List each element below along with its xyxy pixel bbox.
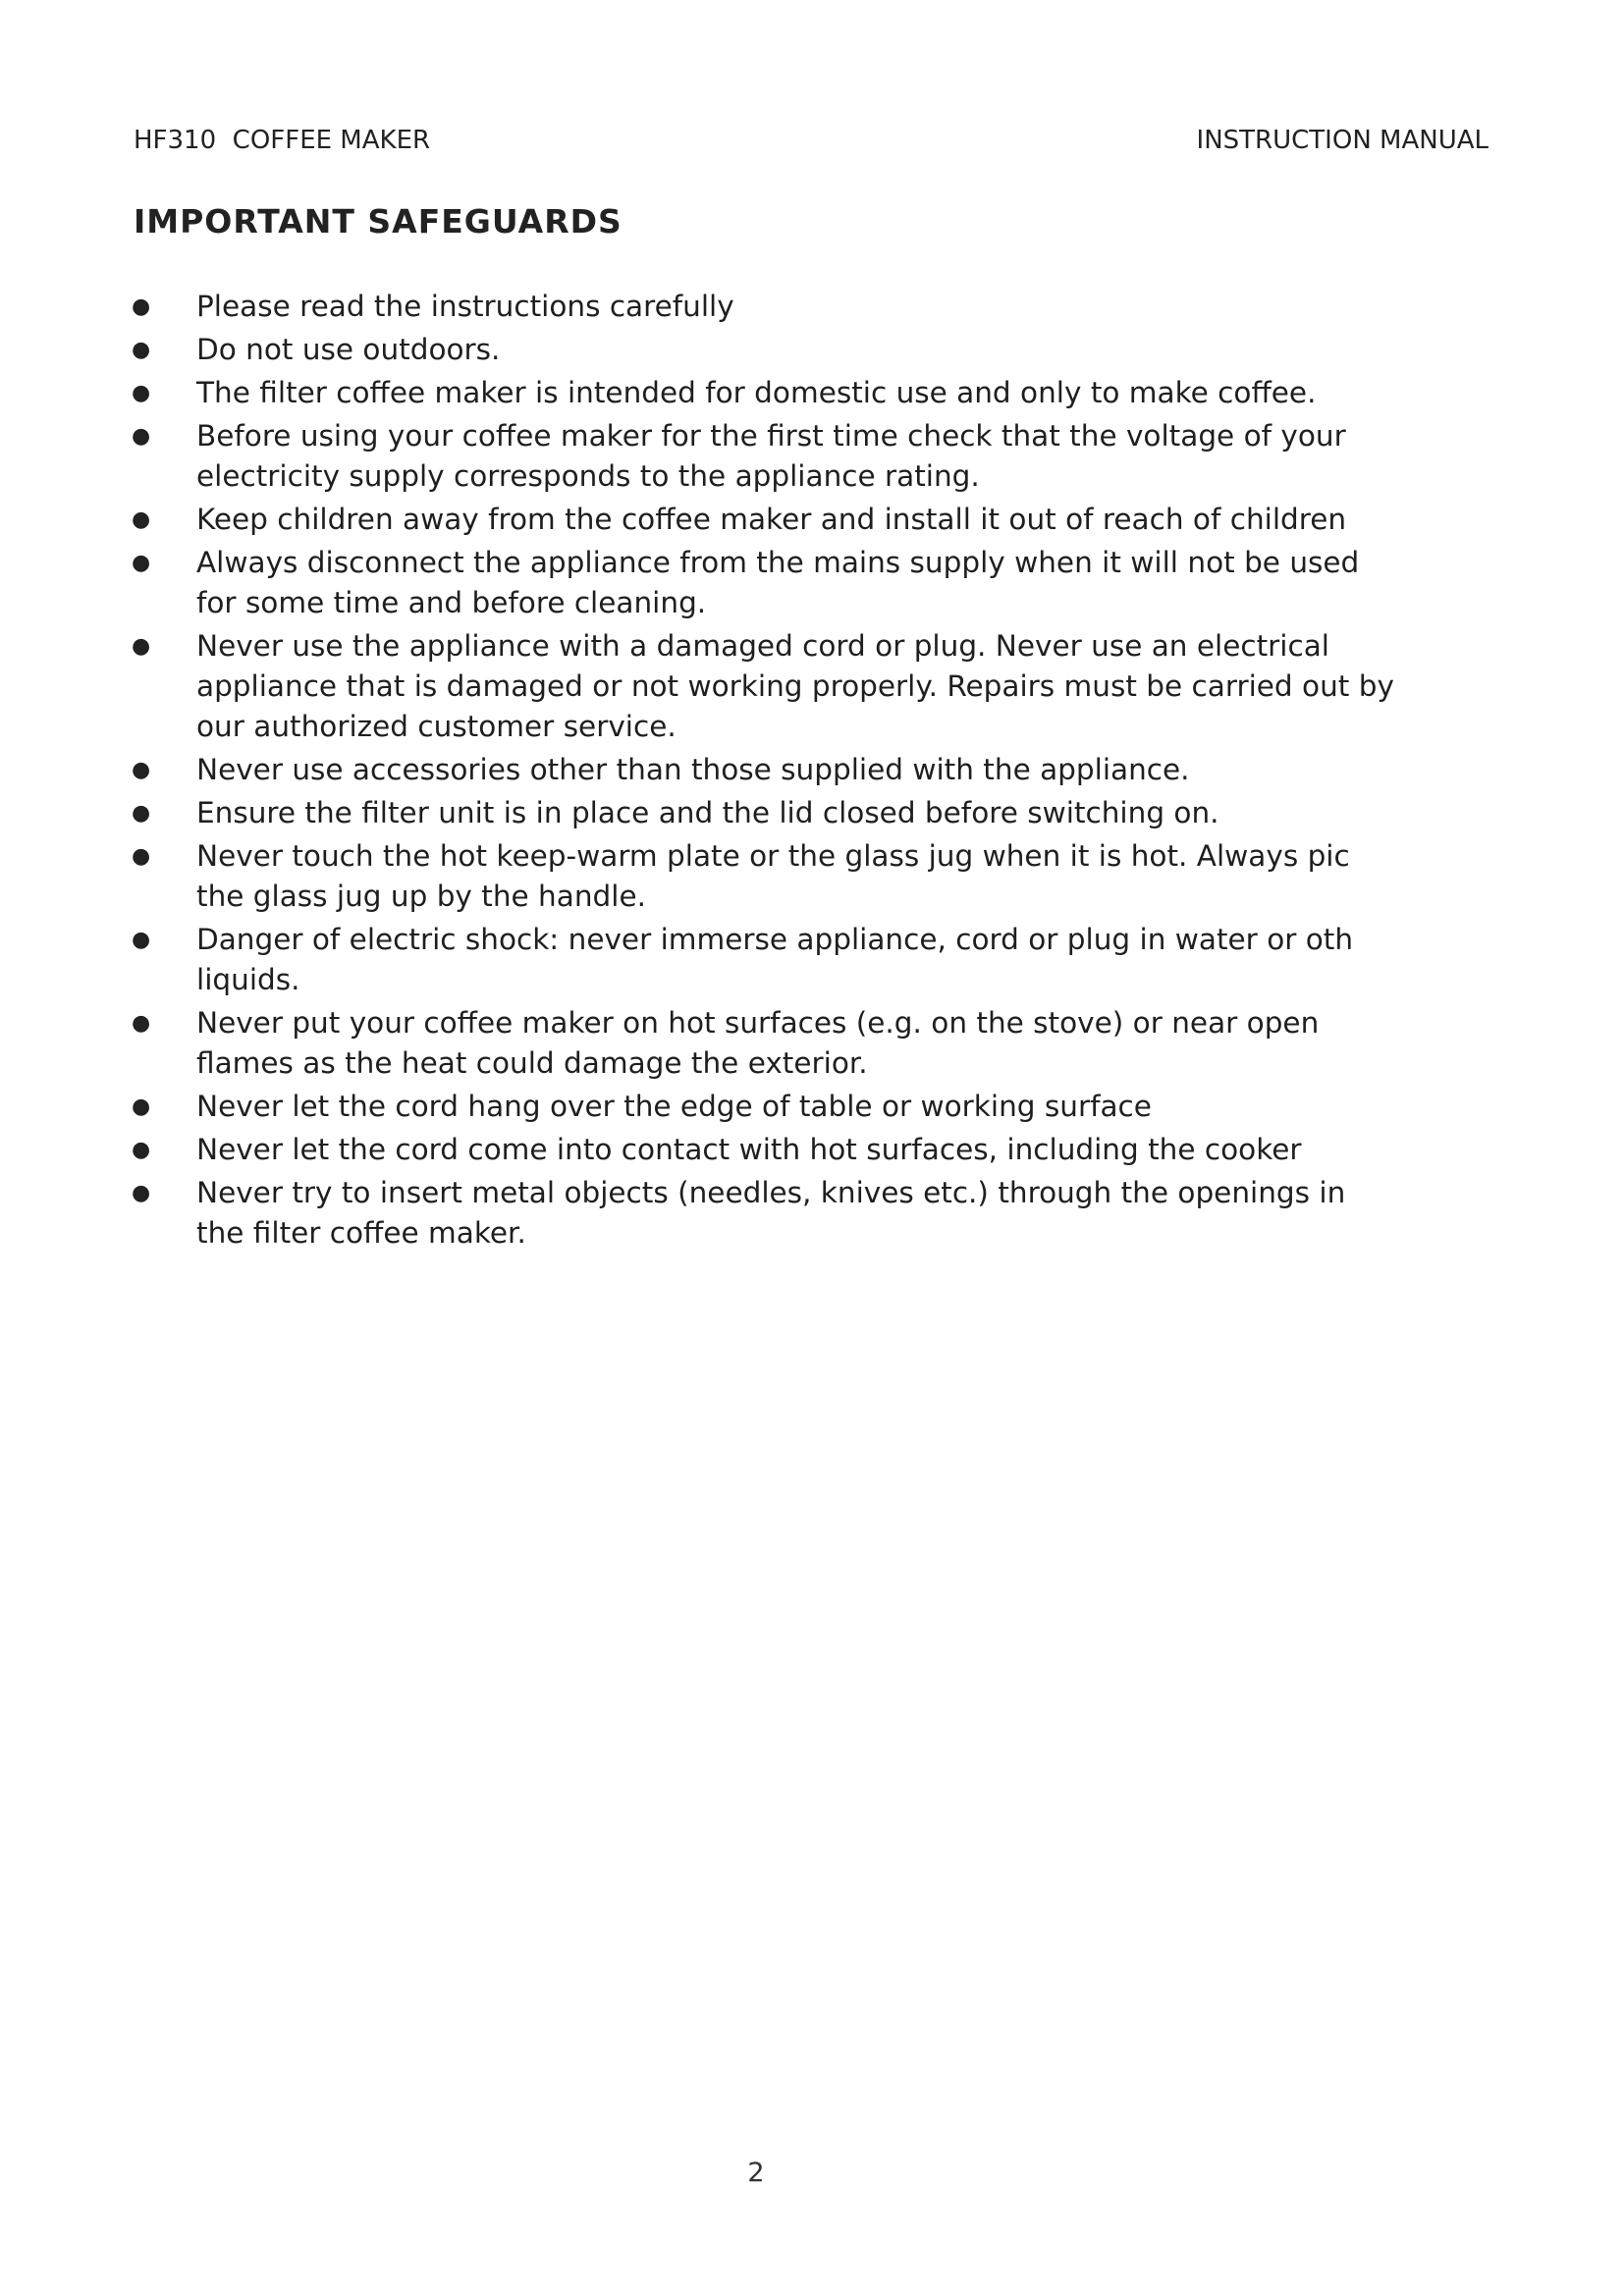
safeguard-text: Never use accessories other than those supplied with the appliance. [196, 753, 1190, 786]
section-title: IMPORTANT SAFEGUARDS [134, 202, 623, 240]
safeguard-item [130, 1003, 1396, 1084]
safeguard-text: Do not use outdoors. [196, 333, 501, 366]
safeguard-item [130, 920, 1396, 1000]
safeguard-item [130, 373, 1396, 413]
safeguard-item [130, 500, 1396, 540]
safeguard-text: Before using your coffee maker for the first time check that the voltage of your electricity supply corresponds to the appliance rating. [196, 419, 1346, 493]
bullet-icon: ● [132, 381, 151, 405]
bullet-icon: ● [132, 507, 151, 532]
bullet-icon: ● [132, 928, 151, 952]
safeguard-item [130, 626, 1396, 747]
safeguard-item [130, 416, 1396, 497]
safeguard-text: Always disconnect the appliance from the mains supply when it will not be used for some time and before cleaning. [196, 546, 1360, 619]
bullet-icon: ● [132, 1138, 151, 1162]
safeguard-item [130, 836, 1396, 917]
safeguard-item [130, 543, 1396, 623]
safeguards-list [130, 287, 1396, 1256]
safeguard-item [130, 1130, 1396, 1170]
bullet-icon: ● [132, 294, 151, 319]
page-number: 2 [747, 2158, 765, 2188]
safeguard-text: The filter coffee maker is intended for domestic use and only to make coffee. [196, 376, 1317, 409]
safeguard-text: Never touch the hot keep-warm plate or the glass jug when it is hot. Always pic the glass jug up by the handle. [196, 839, 1350, 913]
safeguard-text: Danger of electric shock: never immerse appliance, cord or plug in water or oth liquids. [196, 923, 1354, 996]
safeguard-text: Please read the instructions carefully [196, 290, 734, 323]
header-document-type: INSTRUCTION MANUAL [1196, 126, 1489, 155]
safeguard-text: Never put your coffee maker on hot surfaces (e.g. on the stove) or near open flames as the heat could damage the exterior. [196, 1006, 1320, 1080]
safeguard-item [130, 793, 1396, 833]
bullet-icon: ● [132, 844, 151, 869]
bullet-icon: ● [132, 758, 151, 782]
safeguard-text: Ensure the filter unit is in place and the lid closed before switching on. [196, 796, 1219, 829]
bullet-icon: ● [132, 424, 151, 449]
safeguard-text: Never try to insert metal objects (needles, knives etc.) through the openings in the filter coffee maker. [196, 1176, 1346, 1250]
bullet-icon: ● [132, 1181, 151, 1205]
bullet-icon: ● [132, 1011, 151, 1036]
bullet-icon: ● [132, 801, 151, 826]
safeguard-item [130, 750, 1396, 790]
header-product-title: HF310 COFFEE MAKER [134, 126, 431, 155]
bullet-icon: ● [132, 338, 151, 362]
page-header [134, 126, 1489, 165]
safeguard-text: Never let the cord come into contact with hot surfaces, including the cooker [196, 1133, 1302, 1166]
safeguard-text: Never let the cord hang over the edge of table or working surface [196, 1090, 1152, 1123]
bullet-icon: ● [132, 1095, 151, 1119]
safeguard-item [130, 330, 1396, 370]
safeguard-item [130, 1173, 1396, 1254]
bullet-icon: ● [132, 634, 151, 659]
bullet-icon: ● [132, 551, 151, 575]
safeguard-item [130, 287, 1396, 327]
safeguard-text: Keep children away from the coffee maker and install it out of reach of children [196, 503, 1347, 536]
safeguard-text: Never use the appliance with a damaged cord or plug. Never use an electrical appliance that is damaged or not working properly. Repairs must be carried out by our authorized customer service. [196, 629, 1394, 743]
safeguard-item [130, 1087, 1396, 1127]
